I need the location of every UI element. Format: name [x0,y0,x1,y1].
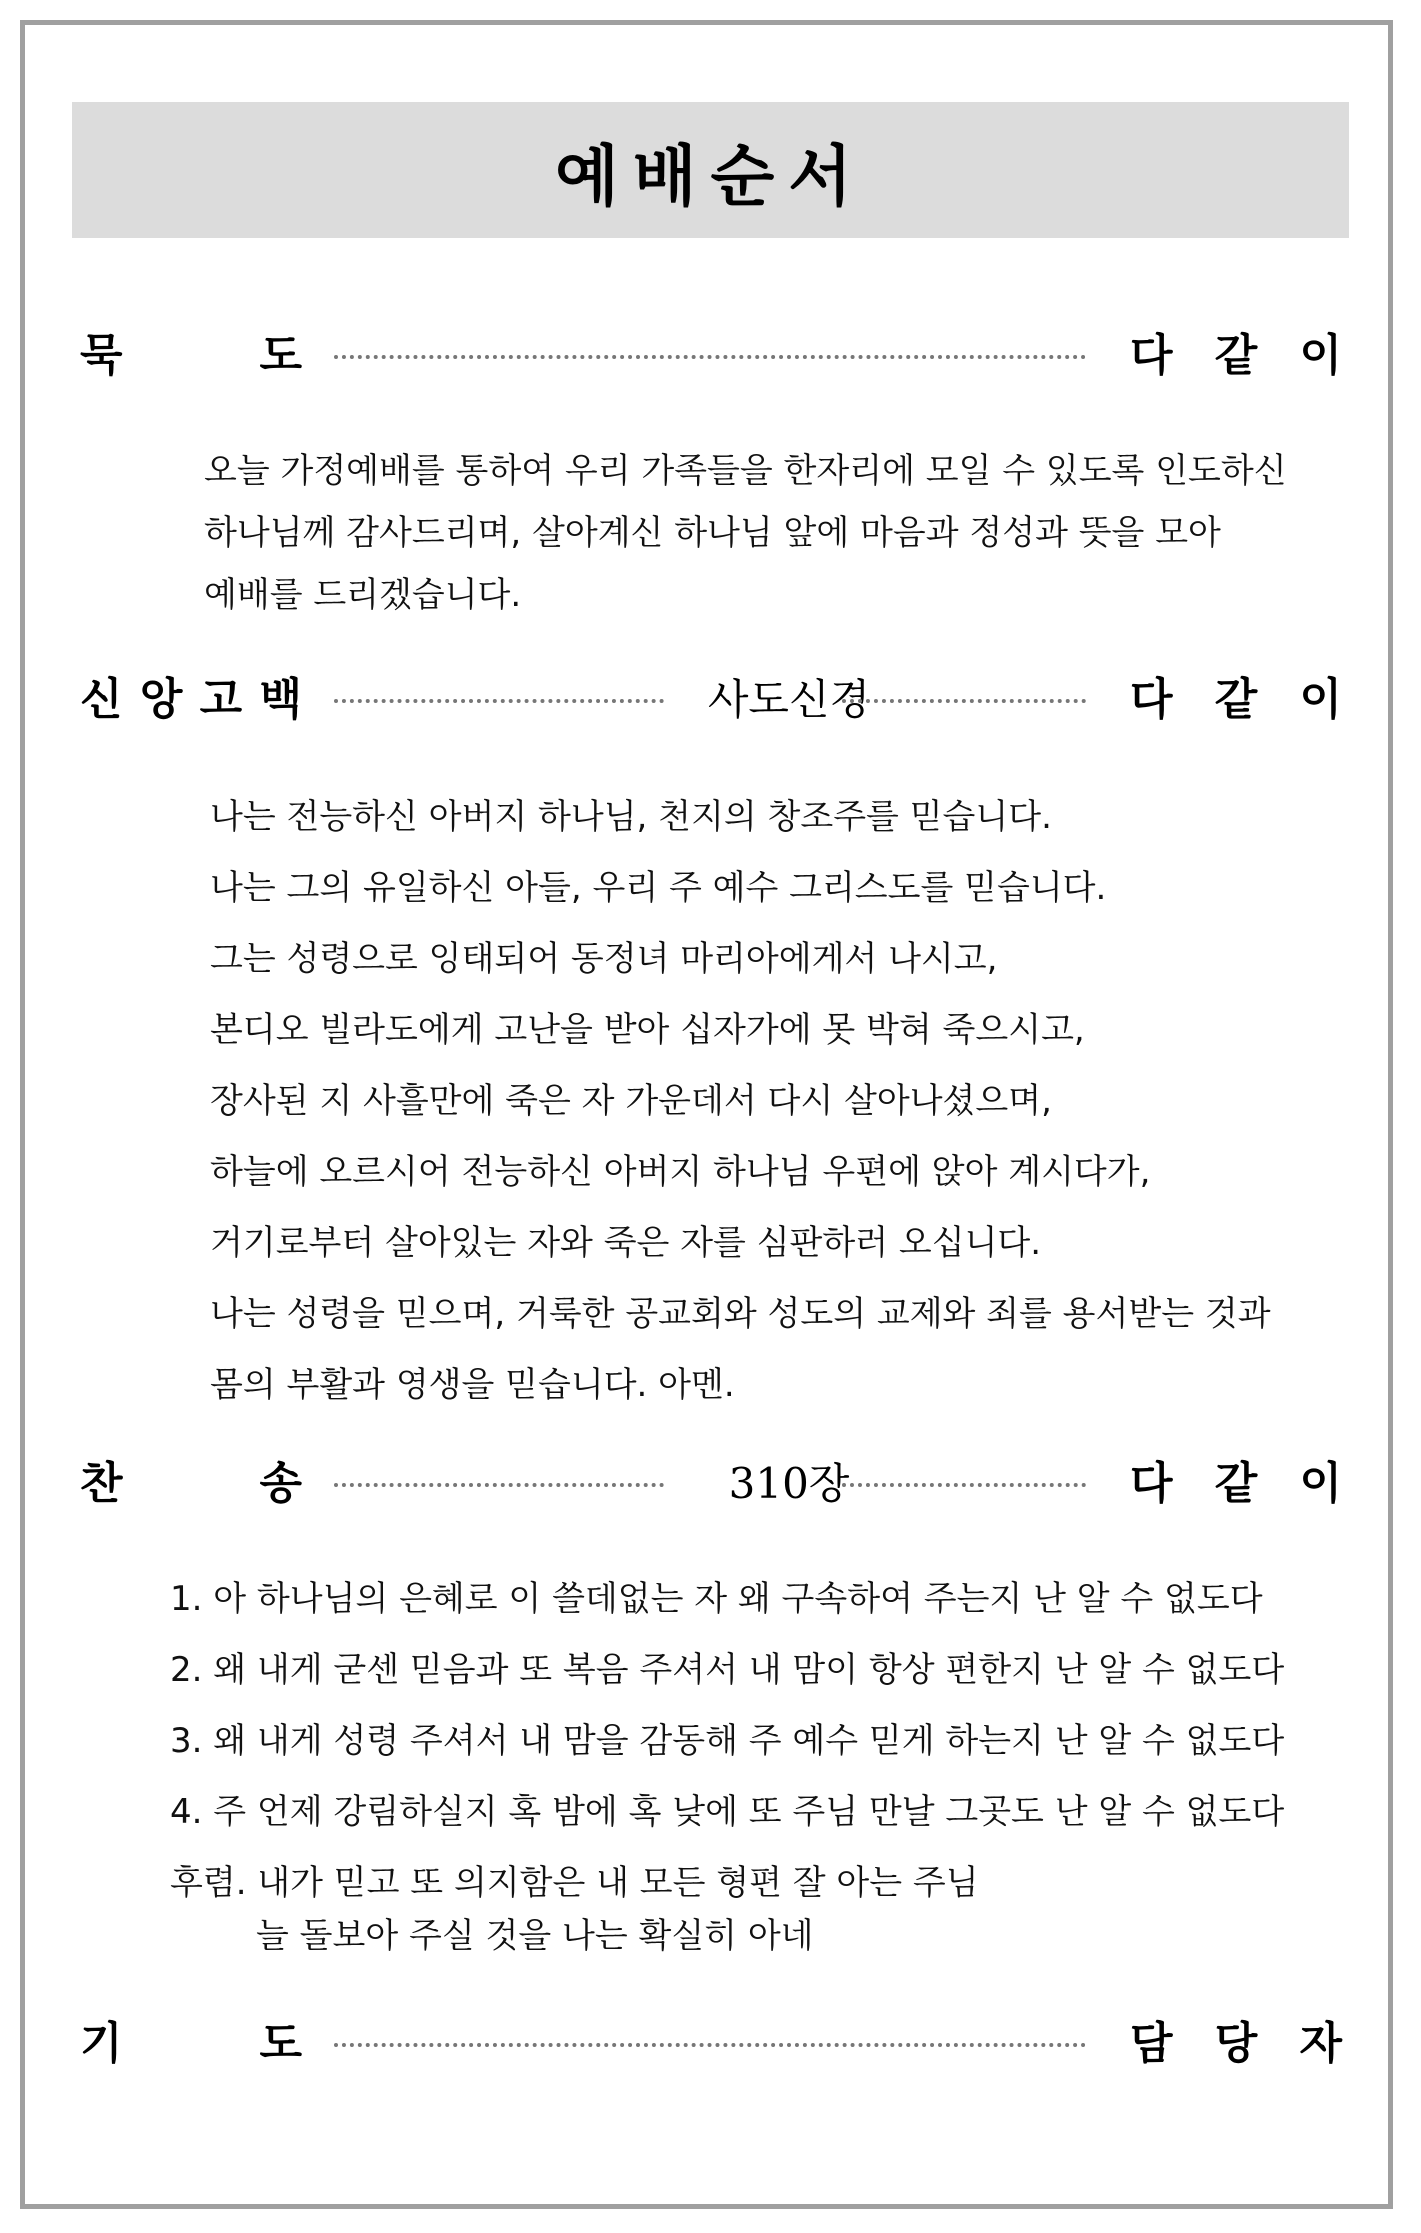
section-participant: 다 같 이 [1130,330,1342,381]
apostles-creed-text: 나는 전능하신 아버지 하나님, 천지의 창조주를 믿습니다. 나는 그의 유일하신 아들, 우리 주 예수 그리스도를 믿습니다. 그는 성령으로 잉태되어 동정녀 마리아에게서 나시고, 본디오 빌라도에게 고난을 받아 십자가에 못 박혀 죽으시고, 장사된 지 사흘만에 죽은 자 가운데서 다시 살아나셨으며, 하늘에 오르시어 전능하신 아버지 하나님 우편에 앉아 계시다가, 거기로부터 살아있는 자와 죽은 자를 심판하러 오십니다. 나는 성령을 믿으며, 거룩한 공교회와 성도의 교제와 죄를 용서받는 것과 몸의 부활과 영생을 믿습니다. 아멘. [210,797,1271,1405]
section-label: 찬 송 [80,1458,302,1509]
hymn-number: 310장 [728,1459,850,1508]
leader-dots [334,355,1086,359]
leader-dots [842,1483,1086,1487]
leader-dots [334,2043,1086,2047]
section-label: 묵 도 [80,330,302,381]
section-participant: 담 당 자 [1130,2018,1342,2069]
section-header-prayer [80,2014,1342,2074]
leader-dots [334,1483,664,1487]
leader-dots [842,699,1086,703]
page-title: 예배순서 [554,137,867,215]
hymn-refrain-continuation: 늘 돌보아 주실 것을 나는 확실히 아네 [256,1916,814,1956]
section-label: 기 도 [80,2018,302,2069]
section-header-silent-prayer [80,326,1342,386]
leader-dots [334,699,664,703]
silent-prayer-text: 오늘 가정예배를 통하여 우리 가족들을 한자리에 모일 수 있도록 인도하신 하나님께 감사드리며, 살아계신 하나님 앞에 마음과 정성과 뜻을 모아 예배를 드리겠습니다. [204,451,1287,615]
section-participant: 다 같 이 [1130,1458,1342,1509]
section-header-confession [80,670,1342,730]
section-label: 신 앙 고 백 [80,674,302,725]
section-header-hymn [80,1454,1342,1514]
title-banner [72,102,1349,238]
section-participant: 다 같 이 [1130,674,1342,725]
hymn-lyrics: 1. 아 하나님의 은혜로 이 쓸데없는 자 왜 구속하여 주는지 난 알 수 없도다 2. 왜 내게 굳센 믿음과 또 복음 주셔서 내 맘이 항상 편한지 난 알 수 없도다 3. 왜 내게 성령 주셔서 내 맘을 감동해 주 예수 믿게 하는지 난 알 수 없도다 4. 주 언제 강림하실지 혹 밤에 혹 낮에 또 주님 만날 그곳도 난 알 수 없도다 후렴. 내가 믿고 또 의지함은 내 모든 형편 잘 아는 주님 [170,1579,1285,1903]
creed-name: 사도신경 [707,675,871,724]
